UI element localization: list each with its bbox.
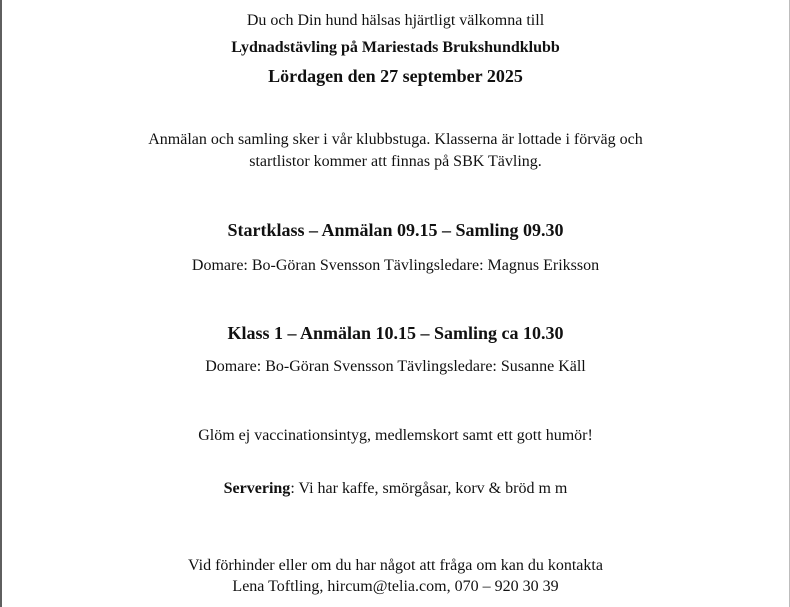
class-heading-startklass: Startklass – Anmälan 09.15 – Samling 09.30 xyxy=(227,220,564,240)
class-officials-startklass: Domare: Bo-Göran Svensson Tävlingsledare: Magnus Eriksson xyxy=(191,257,600,274)
class-heading-klass-1: Klass 1 – Anmälan 10.15 – Samling ca 10.30 xyxy=(227,323,564,343)
event-date: Lördagen den 27 september 2025 xyxy=(268,66,523,86)
greeting-text: Du och Din hund hälsas hjärtligt välkomna till xyxy=(246,12,545,29)
serving-info xyxy=(2,479,789,499)
class-officials-klass-1: Domare: Bo-Göran Svensson Tävlingsledare: Susanne Käll xyxy=(205,358,586,375)
event-name: Lydnadstävling på Mariestads Brukshundklubb xyxy=(231,39,560,56)
intro-line-1: Anmälan och samling sker i vår klubbstuga. Klasserna är lottade i förväg och xyxy=(148,131,643,148)
contact-line-1: Vid förhinder eller om du har något att fråga om kan du kontakta xyxy=(188,557,603,574)
intro-line-2: startlistor kommer att finnas på SBK Tävling. xyxy=(249,153,542,170)
contact-line-2: Lena Toftling, hircum@telia.com, 070 – 920 30 39 xyxy=(232,578,559,595)
serving-text: : Vi har kaffe, smörgåsar, korv & bröd m m xyxy=(290,480,568,497)
document-page xyxy=(2,0,789,607)
serving-label: Servering xyxy=(223,480,291,497)
reminder-text: Glöm ej vaccinationsintyg, medlemskort samt ett gott humör! xyxy=(198,427,593,444)
